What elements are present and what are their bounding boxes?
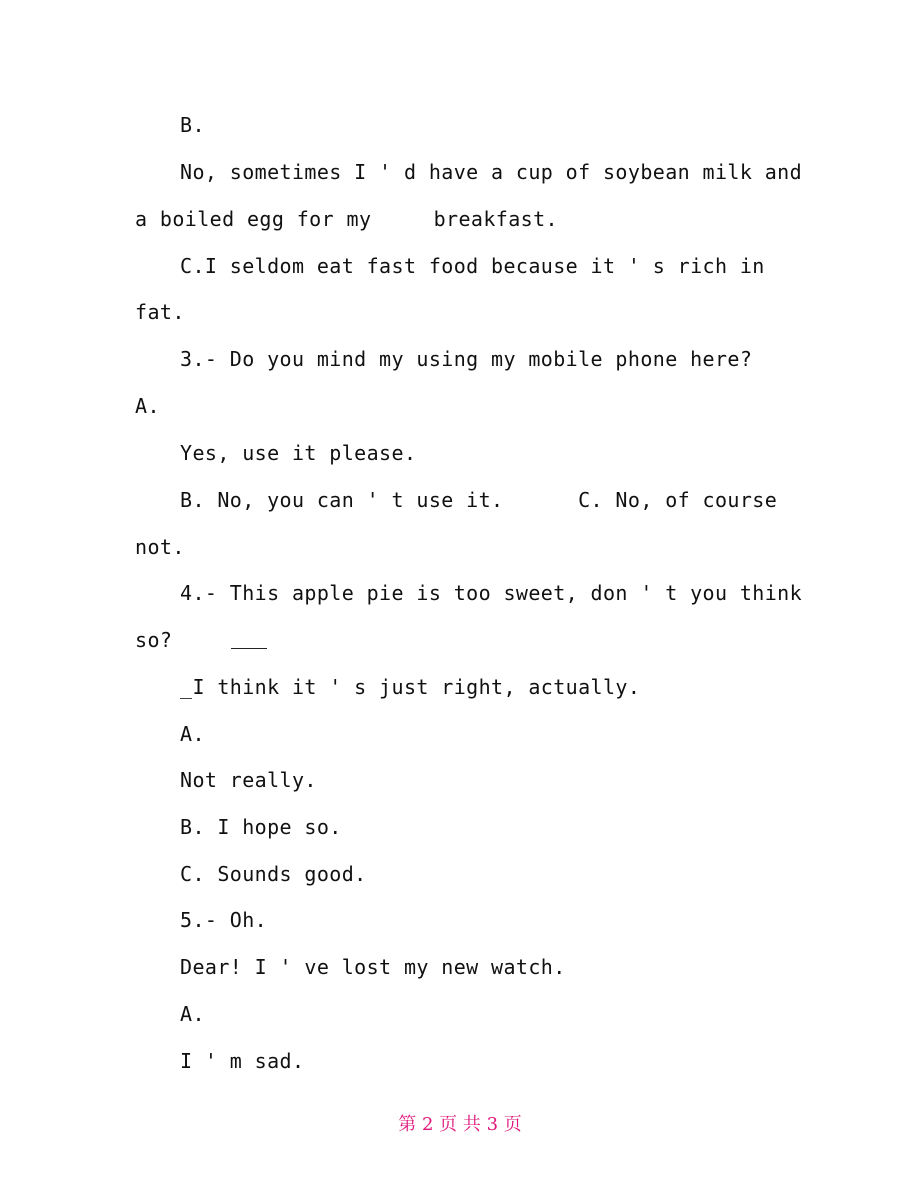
text-line: fat. xyxy=(135,300,185,324)
question-5: 5.- Oh. xyxy=(180,908,268,932)
text-line: Yes, use it please. xyxy=(180,441,417,465)
text-line: A. xyxy=(135,394,160,418)
text-line: C.I seldom eat fast food because it ' s rich in xyxy=(180,254,765,278)
text-line: _I think it ' s just right, actually. xyxy=(180,675,641,699)
text-line: B. xyxy=(180,113,205,137)
text-line: Dear! I ' ve lost my new watch. xyxy=(180,955,566,979)
text-line: B. I hope so. xyxy=(180,815,342,839)
text-line: not. xyxy=(135,535,185,559)
text-line: Not really. xyxy=(180,768,317,792)
text-line: No, sometimes I ' d have a cup of soybean milk and xyxy=(180,160,803,184)
text-line: B. No, you can ' t use it. C. No, of course xyxy=(180,488,778,512)
text-line: so? xyxy=(135,628,173,652)
question-4: 4.- This apple pie is too sweet, don ' t you think xyxy=(180,581,803,605)
text-line: A. xyxy=(180,722,205,746)
text-line: C. Sounds good. xyxy=(180,862,367,886)
question-3: 3.- Do you mind my using my mobile phone here? xyxy=(180,347,753,371)
text-line: a boiled egg for my breakfast. xyxy=(135,207,558,231)
text-line: A. xyxy=(180,1002,205,1026)
answer-blank xyxy=(231,648,267,649)
text-line: I ' m sad. xyxy=(180,1049,305,1073)
page-footer: 第 2 页 共 3 页 xyxy=(398,1114,522,1135)
